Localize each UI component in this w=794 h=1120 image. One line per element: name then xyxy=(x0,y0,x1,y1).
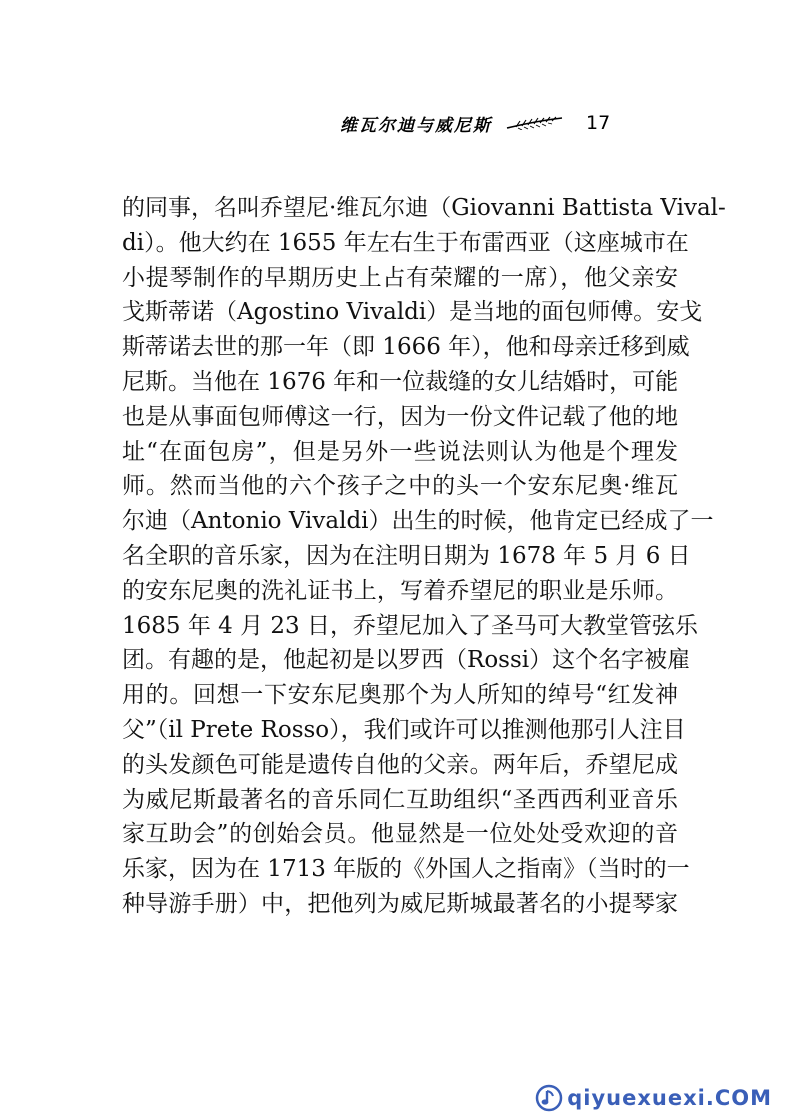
text-line: 乐家，因为在 1713 年版的《外国人之指南》（当时的一 xyxy=(122,856,690,883)
text-line: 斯蒂诺去世的那一年（即 1666 年），他和母亲迁移到威 xyxy=(122,334,690,361)
text-line: 的安东尼奥的洗礼证书上，写着乔望尼的职业是乐师。 xyxy=(122,577,678,604)
text-line: 为威尼斯最著名的音乐同仁互助组织“圣西西利亚音乐 xyxy=(122,786,678,813)
text-line: 尼斯。当他在 1676 年和一位裁缝的女儿结婚时，可能 xyxy=(122,368,679,395)
page-number: 17 xyxy=(586,112,611,134)
text-line: 用的。回想一下安东尼奥那个为人所知的绰号“红发神 xyxy=(122,682,678,709)
text-line: 的同事，名叫乔望尼·维瓦尔迪（Giovanni Battista Vival- xyxy=(122,195,726,221)
running-header xyxy=(340,108,610,138)
body-text xyxy=(122,191,726,922)
text-line: 戈斯蒂诺（Agostino Vivaldi）是当地的面包师傅。安戈 xyxy=(122,299,703,326)
chapter-title: 维瓦尔迪与威尼斯 xyxy=(340,115,492,136)
watermark-text: qiyuexuexi.COM xyxy=(567,1086,772,1110)
music-note-logo-icon xyxy=(535,1084,563,1112)
text-line: 的头发颜色可能是遗传自他的父亲。两年后，乔望尼成 xyxy=(122,751,678,778)
site-watermark xyxy=(535,1084,772,1112)
text-line: 1685 年 4 月 23 日，乔望尼加入了圣马可大教堂管弦乐 xyxy=(122,612,698,639)
text-line: 父”（il Prete Rosso），我们或许可以推测他那引人注目 xyxy=(122,716,686,743)
text-line: 种导游手册）中，把他列为威尼斯城最著名的小提琴家 xyxy=(122,890,678,917)
text-line: 家互助会”的创始会员。他显然是一位处处受欢迎的音 xyxy=(122,821,678,848)
text-line: 小提琴制作的早期历史上占有荣耀的一席），他父亲安 xyxy=(122,264,678,291)
text-line: 名全职的音乐家，因为在注明日期为 1678 年 5 月 6 日 xyxy=(122,542,691,569)
text-line: 址“在面包房”，但是另外一些说法则认为他是个理发 xyxy=(122,438,678,465)
text-line: 也是从事面包师傅这一行，因为一份文件记载了他的地 xyxy=(122,403,678,430)
feather-ornament-icon xyxy=(506,116,564,130)
text-line: 团。有趣的是，他起初是以罗西（Rossi）这个名字被雇 xyxy=(122,647,691,674)
text-line: 尔迪（Antonio Vivaldi）出生的时候，他肯定已经成了一 xyxy=(122,508,714,535)
text-line: 师。然而当他的六个孩子之中的头一个安东尼奥·维瓦 xyxy=(122,473,678,500)
text-line: di）。他大约在 1655 年左右生于布雷西亚（这座城市在 xyxy=(122,229,689,256)
